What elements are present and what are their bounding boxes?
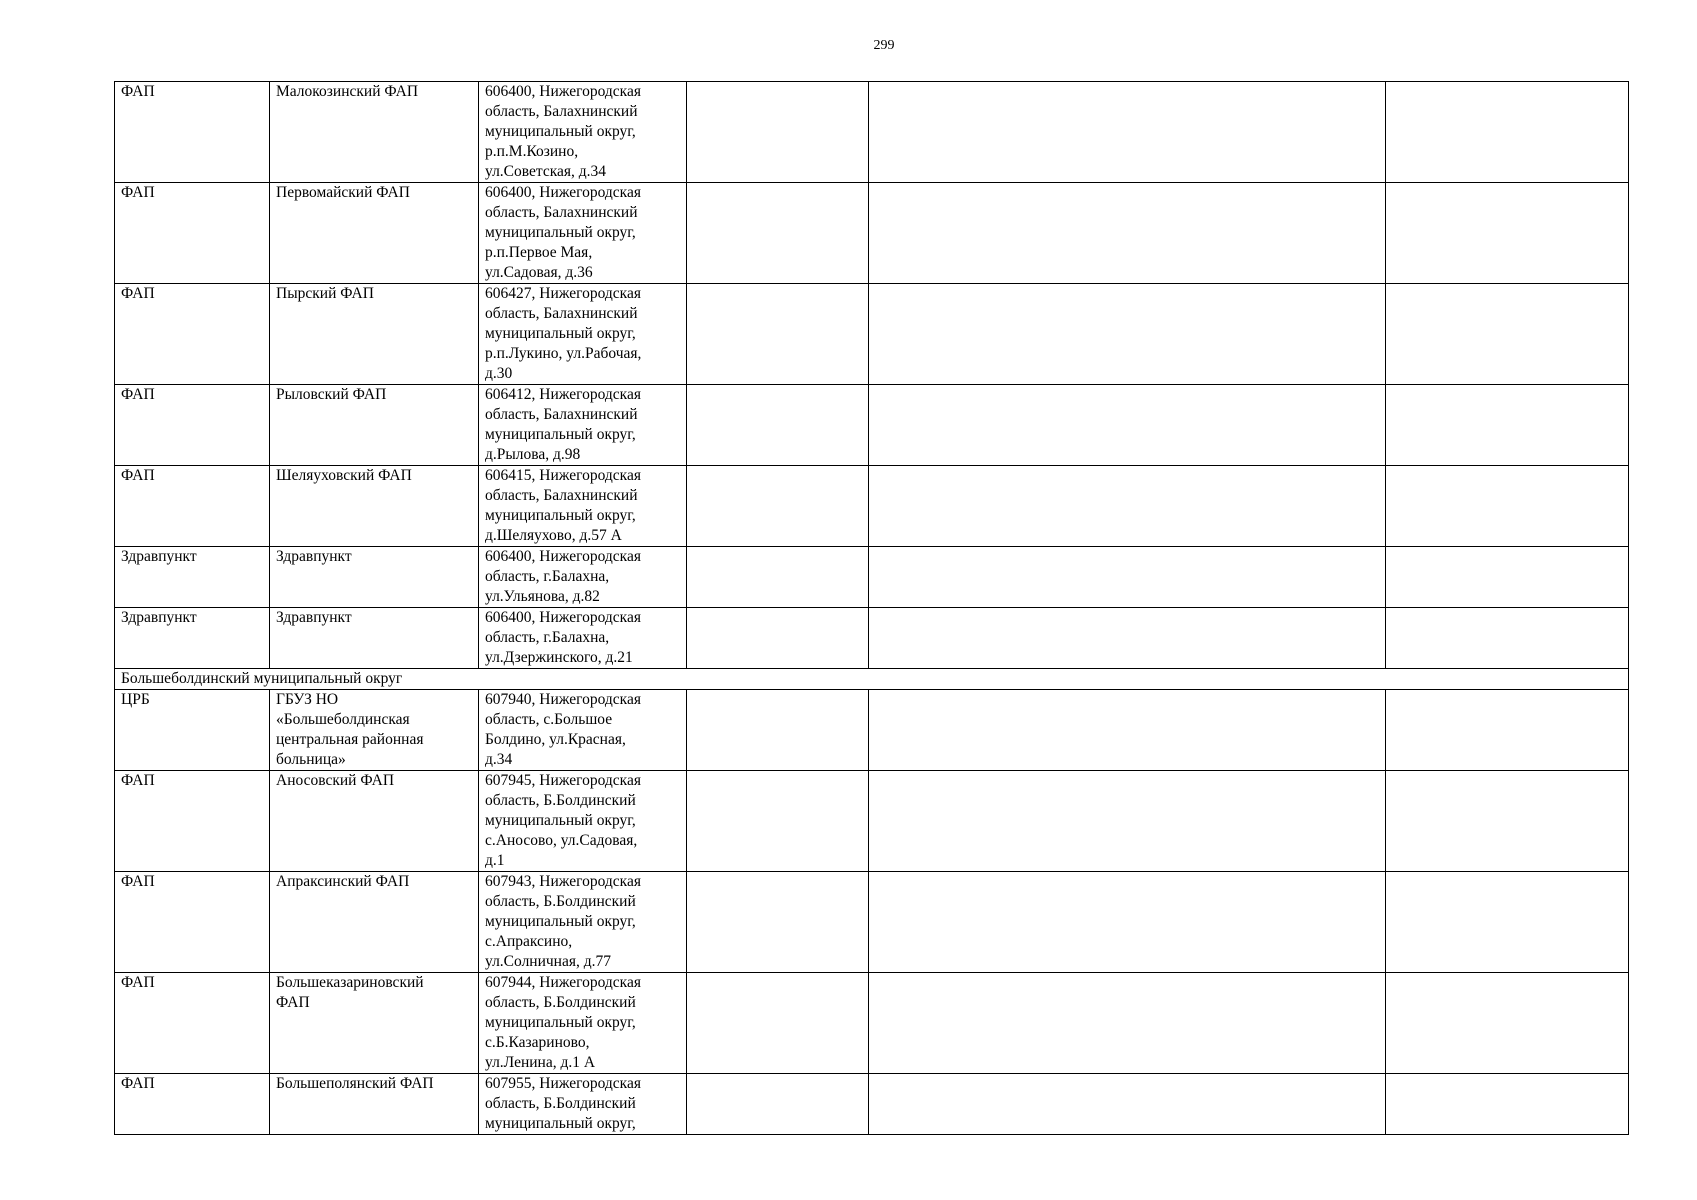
empty-cell — [869, 771, 1386, 872]
empty-cell — [1386, 973, 1629, 1074]
address-cell: 607940, Нижегородская область, с.Большое Болдино, ул.Красная, д.34 — [479, 690, 687, 771]
name-cell: Аносовский ФАП — [270, 771, 479, 872]
address-cell: 606412, Нижегородская область, Балахнинский муниципальный округ, д.Рылова, д.98 — [479, 385, 687, 466]
table-row — [115, 466, 1629, 547]
empty-cell — [869, 385, 1386, 466]
empty-cell — [1386, 547, 1629, 608]
table-row — [115, 385, 1629, 466]
table-body — [115, 82, 1629, 1135]
name-cell: Первомайский ФАП — [270, 183, 479, 284]
empty-cell — [687, 690, 869, 771]
type-cell: ФАП — [115, 385, 270, 466]
empty-cell — [869, 466, 1386, 547]
empty-cell — [1386, 385, 1629, 466]
name-cell: Апраксинский ФАП — [270, 872, 479, 973]
empty-cell — [1386, 1074, 1629, 1135]
type-cell: ФАП — [115, 82, 270, 183]
empty-cell — [687, 608, 869, 669]
address-cell: 607944, Нижегородская область, Б.Болдинский муниципальный округ, с.Б.Казариново, ул.Ленина, д.1 А — [479, 973, 687, 1074]
table-row — [115, 1074, 1629, 1135]
type-cell: ФАП — [115, 973, 270, 1074]
table-row — [115, 82, 1629, 183]
type-cell: Здравпункт — [115, 608, 270, 669]
empty-cell — [687, 547, 869, 608]
address-cell: 606400, Нижегородская область, Балахнинский муниципальный округ, р.п.Первое Мая, ул.Садовая, д.36 — [479, 183, 687, 284]
table-row — [115, 284, 1629, 385]
address-cell: 606400, Нижегородская область, г.Балахна, ул.Дзержинского, д.21 — [479, 608, 687, 669]
name-cell: Здравпункт — [270, 547, 479, 608]
table-row — [115, 608, 1629, 669]
name-cell: Рыловский ФАП — [270, 385, 479, 466]
address-cell: 607955, Нижегородская область, Б.Болдинский муниципальный округ, — [479, 1074, 687, 1135]
type-cell: ФАП — [115, 183, 270, 284]
name-cell: Здравпункт — [270, 608, 479, 669]
empty-cell — [869, 608, 1386, 669]
section-row — [115, 669, 1629, 690]
table-row — [115, 547, 1629, 608]
empty-cell — [1386, 690, 1629, 771]
empty-cell — [1386, 771, 1629, 872]
name-cell: Малокозинский ФАП — [270, 82, 479, 183]
type-cell: ФАП — [115, 466, 270, 547]
section-label: Большеболдинский муниципальный округ — [115, 669, 1629, 690]
empty-cell — [687, 973, 869, 1074]
empty-cell — [687, 284, 869, 385]
type-cell: ФАП — [115, 872, 270, 973]
facilities-table — [114, 81, 1629, 1135]
type-cell: Здравпункт — [115, 547, 270, 608]
address-cell: 606400, Нижегородская область, г.Балахна, ул.Ульянова, д.82 — [479, 547, 687, 608]
empty-cell — [869, 183, 1386, 284]
empty-cell — [687, 1074, 869, 1135]
address-cell: 606427, Нижегородская область, Балахнинский муниципальный округ, р.п.Лукино, ул.Рабочая, д.30 — [479, 284, 687, 385]
empty-cell — [687, 872, 869, 973]
empty-cell — [1386, 183, 1629, 284]
name-cell: Большеказариновский ФАП — [270, 973, 479, 1074]
type-cell: ФАП — [115, 771, 270, 872]
page-number: 299 — [873, 38, 895, 53]
type-cell: ФАП — [115, 1074, 270, 1135]
empty-cell — [687, 466, 869, 547]
table-row — [115, 771, 1629, 872]
address-cell: 607945, Нижегородская область, Б.Болдинский муниципальный округ, с.Аносово, ул.Садовая, д.1 — [479, 771, 687, 872]
empty-cell — [869, 547, 1386, 608]
table-row — [115, 872, 1629, 973]
table-row — [115, 183, 1629, 284]
empty-cell — [687, 385, 869, 466]
table-row — [115, 690, 1629, 771]
empty-cell — [1386, 82, 1629, 183]
empty-cell — [869, 690, 1386, 771]
name-cell: ГБУЗ НО «Большеболдинская центральная районная больница» — [270, 690, 479, 771]
empty-cell — [1386, 608, 1629, 669]
name-cell: Шеляуховский ФАП — [270, 466, 479, 547]
address-cell: 607943, Нижегородская область, Б.Болдинский муниципальный округ, с.Апраксино, ул.Солничная, д.77 — [479, 872, 687, 973]
empty-cell — [687, 183, 869, 284]
empty-cell — [869, 872, 1386, 973]
empty-cell — [687, 82, 869, 183]
empty-cell — [687, 771, 869, 872]
empty-cell — [869, 1074, 1386, 1135]
empty-cell — [869, 284, 1386, 385]
type-cell: ЦРБ — [115, 690, 270, 771]
type-cell: ФАП — [115, 284, 270, 385]
empty-cell — [869, 82, 1386, 183]
table-row — [115, 973, 1629, 1074]
empty-cell — [1386, 284, 1629, 385]
name-cell: Большеполянский ФАП — [270, 1074, 479, 1135]
empty-cell — [1386, 466, 1629, 547]
address-cell: 606400, Нижегородская область, Балахнинский муниципальный округ, р.п.М.Козино, ул.Советская, д.34 — [479, 82, 687, 183]
address-cell: 606415, Нижегородская область, Балахнинский муниципальный округ, д.Шеляухово, д.57 А — [479, 466, 687, 547]
name-cell: Пырский ФАП — [270, 284, 479, 385]
empty-cell — [869, 973, 1386, 1074]
empty-cell — [1386, 872, 1629, 973]
